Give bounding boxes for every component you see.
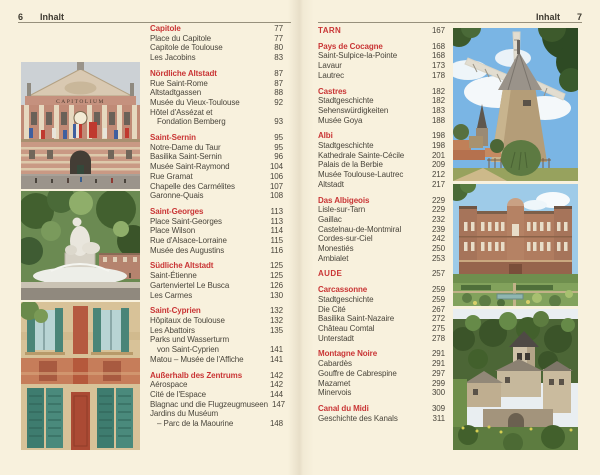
toc-entry	[150, 380, 283, 390]
toc-entry-label: Lautrec	[318, 70, 344, 80]
toc-entry-page: 113	[270, 216, 283, 226]
toc-entry	[318, 151, 445, 161]
toc-entry-label: Matou – Musée de l'Affiche	[150, 354, 244, 364]
toc-entry-page: 182	[431, 96, 445, 106]
toc-section-title-label: Südliche Altstadt	[150, 261, 214, 271]
toc-section-title-page: 198	[431, 131, 445, 141]
toc-entry-label: Stadtgeschichte	[318, 294, 374, 304]
toc-entry-label: Sehenswürdigkeiten	[318, 105, 389, 115]
toc-entry	[150, 34, 283, 44]
toc-section-title	[318, 131, 445, 141]
toc-entry-page: 300	[431, 388, 445, 398]
toc-entry	[150, 390, 283, 400]
toc-entry	[318, 334, 445, 344]
toc-entry-label: Musée du Vieux-Toulouse	[150, 97, 240, 107]
toc-entry-label: Rue Saint-Rome	[150, 78, 208, 88]
toc-entry	[318, 314, 445, 324]
toc-entry-label: Notre-Dame du Taur	[150, 142, 221, 152]
header-rule-left	[18, 22, 291, 23]
toc-section	[318, 404, 445, 423]
toc-entry	[150, 236, 283, 246]
toc-entry-label: Les Carmes	[150, 290, 193, 300]
toc-entry	[150, 291, 283, 301]
toc-section-title	[150, 69, 283, 79]
toc-entry-label: Capitole de Toulouse	[150, 43, 223, 53]
toc-section	[150, 133, 283, 201]
toc-entry-page: 126	[269, 280, 283, 290]
toc-entry-page: 272	[431, 314, 445, 324]
toc-entry-page: 106	[269, 171, 283, 181]
toc-entry	[150, 271, 283, 281]
toc-entry	[150, 409, 283, 419]
toc-section-title	[150, 24, 283, 34]
toc-entry	[150, 53, 283, 63]
toc-entry	[150, 335, 283, 345]
toc-entry-page: 178	[431, 70, 445, 80]
toc-section-title-page: 113	[270, 206, 283, 216]
toc-section-title	[150, 371, 283, 381]
toc-entry-label: Place Wilson	[150, 226, 196, 236]
toc-entry-label: Lavaur	[318, 61, 342, 71]
toc-section-title-label: Castres	[318, 86, 347, 96]
toc-entry	[150, 191, 283, 201]
toc-entry-label: Cité de l'Espace	[150, 389, 206, 399]
toc-section-title	[318, 349, 445, 359]
toc-section-title	[150, 207, 283, 217]
toc-entry	[150, 43, 283, 53]
toc-entry	[150, 172, 283, 182]
toc-entry-label: Rue d'Alsace-Lorraine	[150, 236, 227, 246]
toc-entry	[318, 160, 445, 170]
toc-entry-page: 299	[431, 378, 445, 388]
toc-entry	[318, 96, 445, 106]
toc-section-title	[150, 306, 283, 316]
toc-entry-label: Stadtgeschichte	[318, 96, 374, 106]
toc-entry-label: Mazamet	[318, 378, 351, 388]
toc-section	[150, 306, 283, 364]
toc-entry-label: Chapelle des Carmélites	[150, 181, 235, 191]
toc-entry-label: Basilika Saint-Sernin	[150, 152, 222, 162]
toc-entry	[318, 254, 445, 264]
toc-entry-label: Musée Saint-Raymond	[150, 162, 230, 172]
toc-entry-page: 141	[269, 345, 283, 355]
toc-entry-page: 93	[274, 117, 283, 127]
brick-palace-garden-photo	[453, 184, 578, 306]
toc-section	[318, 285, 445, 343]
toc-entry-page: 115	[270, 236, 283, 246]
toc-entry	[150, 345, 283, 355]
toc-entry	[150, 98, 283, 108]
toc-entry-page: 147	[271, 399, 286, 409]
toc-entry-label: Aérospace	[150, 380, 188, 390]
toc-entry-page: 297	[431, 368, 445, 378]
toc-entry-label: Castelnau-de-Montmiral	[318, 224, 402, 234]
toc-entry	[318, 205, 445, 215]
toc-section	[318, 196, 445, 264]
stone-village-tower-photo	[453, 309, 578, 450]
toc-section-title-page: 77	[274, 24, 283, 33]
toc-entry-page: 132	[269, 315, 283, 325]
toc-section-title-label: Pays de Cocagne	[318, 41, 383, 51]
header-title-left: Inhalt	[40, 12, 64, 22]
toc-section-title	[318, 196, 445, 206]
toc-entry-page: 253	[431, 253, 445, 263]
toc-entry	[318, 51, 445, 61]
toc-entry-page: 173	[431, 61, 445, 71]
toc-section-title-label: Saint-Sernin	[150, 133, 196, 143]
toc-column-right	[318, 26, 445, 423]
toc-entry-label: Les Abattoirs	[150, 325, 195, 335]
toc-entry-label: Place du Capitole	[150, 33, 212, 43]
toc-entry-label: Basilika Saint-Nazaire	[318, 314, 395, 324]
toc-entry-page: 259	[431, 294, 445, 304]
toc-entry	[318, 388, 445, 398]
toc-section-title-page: 167	[431, 26, 445, 35]
toc-entry-label: Gouffre de Cabrespine	[318, 368, 397, 378]
toc-entry-page: 291	[431, 359, 445, 369]
toc-entry-page: 212	[431, 170, 445, 180]
toc-entry-label: Hôtel d'Assézat et	[150, 107, 213, 117]
toc-entry-label: Garonne-Quais	[150, 191, 204, 201]
toc-section-title-page: 125	[269, 261, 283, 271]
toc-entry	[318, 170, 445, 180]
toc-entry-label: Musée Goya	[318, 115, 363, 125]
toc-section-title	[150, 261, 283, 271]
toc-entry-label: Rue Gramat	[150, 171, 193, 181]
header-title-right: Inhalt	[535, 12, 560, 22]
toc-entry-page: 108	[269, 191, 283, 201]
toc-entry-page: 232	[431, 214, 445, 224]
toc-entry	[318, 225, 445, 235]
toc-entry-page: 96	[274, 152, 283, 162]
toc-entry	[150, 281, 283, 291]
toc-entry-page: 201	[431, 150, 445, 160]
toc-entry-label: Monestiés	[318, 244, 354, 254]
toc-entry	[318, 324, 445, 334]
toc-entry-label: Geschichte des Kanals	[318, 413, 398, 423]
toc-entry-label: Lisle-sur-Tarn	[318, 205, 366, 215]
toc-section-title-label: TARN	[318, 26, 342, 35]
toc-entry-label: Musée Toulouse-Lautrec	[318, 170, 404, 180]
toc-entry-page: 87	[274, 78, 283, 88]
toc-entry-page: 107	[269, 181, 283, 191]
toc-entry-label: Unterstadt	[318, 333, 354, 343]
toc-section-title-label: Saint-Cyprien	[150, 306, 201, 316]
toc-entry-page: 188	[431, 115, 445, 125]
toc-entry-page: 135	[269, 325, 283, 335]
toc-entry	[150, 355, 283, 365]
toc-entry-page: 217	[431, 179, 445, 189]
toc-section	[318, 26, 445, 36]
toc-entry-page: 104	[269, 162, 283, 172]
header-rule-right	[318, 22, 582, 23]
toc-section-title-label: AUDE	[318, 269, 343, 279]
toc-entry	[318, 305, 445, 315]
toc-entry-page: 239	[431, 224, 445, 234]
toc-entry-label: Les Jacobins	[150, 53, 196, 63]
toc-entry	[150, 326, 283, 336]
toc-section-title-page: 259	[431, 285, 445, 295]
toc-section-title-label: Montagne Noire	[318, 349, 378, 359]
toc-section-title-page: 257	[431, 269, 445, 279]
toc-entry-page: 278	[431, 333, 445, 343]
toc-entry-label: Fondation Bemberg	[157, 117, 226, 127]
toc-entry	[150, 246, 283, 256]
toc-entry-page: 125	[269, 271, 283, 281]
toc-section-title-page: 182	[431, 86, 445, 96]
toc-entry-page: 142	[269, 380, 283, 390]
toc-section-title-page: 95	[274, 133, 283, 143]
toc-entry-page: 88	[274, 88, 283, 98]
toc-entry-label: Ambialet	[318, 253, 349, 263]
toc-column-left	[150, 24, 286, 429]
toc-entry	[150, 419, 283, 429]
toc-entry-label: Gaillac	[318, 214, 342, 224]
toc-entry-label: Cordes-sur-Ciel	[318, 234, 373, 244]
toc-entry	[318, 379, 445, 389]
toc-entry-page: 209	[431, 160, 445, 170]
page-number-left: 6	[18, 12, 24, 22]
toc-entry-label: Altstadt	[318, 179, 344, 189]
green-shutters-facade-photo	[21, 302, 140, 450]
toc-entry-page: 95	[274, 142, 283, 152]
toc-entry-page: 114	[270, 226, 283, 236]
toc-section	[150, 261, 283, 300]
toc-entry	[150, 399, 286, 410]
capitole-facade-photo	[21, 62, 140, 189]
toc-entry	[318, 71, 445, 81]
toc-section-title-page: 291	[431, 349, 445, 359]
toc-entry	[150, 316, 283, 326]
toc-entry-label: von Saint-Cyprien	[157, 345, 219, 355]
toc-section-title-label: Saint-Georges	[150, 206, 204, 216]
toc-entry-page: 141	[269, 354, 283, 364]
page-number-right: 7	[576, 12, 582, 22]
toc-entry	[318, 106, 445, 116]
toc-entry	[150, 143, 283, 153]
toc-entry	[150, 79, 283, 89]
toc-section-title	[318, 404, 445, 414]
toc-entry-page: 77	[274, 33, 283, 43]
toc-entry-page: 267	[431, 304, 445, 314]
toc-section	[150, 370, 286, 429]
toc-entry-page: 148	[269, 419, 283, 429]
toc-entry-label: Parks und Wasserturm	[150, 335, 230, 345]
fountain-statue-photo	[21, 191, 140, 300]
toc-section-title-label: Nördliche Altstadt	[150, 68, 217, 78]
toc-entry-page: 116	[270, 245, 283, 255]
toc-section	[318, 131, 445, 189]
toc-entry-label: Musée des Augustins	[150, 245, 225, 255]
toc-section-title-page: 229	[431, 195, 445, 205]
toc-section-title-label: Das Albigeois	[318, 195, 370, 205]
toc-section-title	[318, 42, 445, 52]
toc-entry-label: Saint-Étienne	[150, 271, 197, 281]
toc-entry-label: Die Cité	[318, 304, 346, 314]
toc-entry-label: Cabardès	[318, 359, 352, 369]
toc-entry-page: 311	[432, 413, 445, 423]
toc-entry	[318, 180, 445, 190]
toc-entry-page: 168	[431, 51, 445, 61]
toc-entry-page: 275	[431, 323, 445, 333]
toc-entry-page: 242	[431, 234, 445, 244]
toc-entry	[318, 359, 445, 369]
toc-entry-page: 144	[269, 389, 283, 399]
toc-entry-label: Hôpitaux de Toulouse	[150, 315, 225, 325]
toc-entry-label: Jardins du Muséum	[150, 409, 219, 419]
toc-entry	[150, 182, 283, 192]
toc-section	[150, 24, 283, 63]
toc-entry-page: 130	[269, 290, 283, 300]
toc-section-title-label: Außerhalb des Zentrums	[150, 370, 243, 380]
toc-entry	[318, 116, 445, 126]
toc-entry	[150, 226, 283, 236]
toc-entry-label: Palais de la Berbie	[318, 160, 383, 170]
toc-entry-label: Altstadtgassen	[150, 88, 202, 98]
windmill-photo	[453, 28, 578, 181]
toc-entry	[150, 117, 283, 127]
toc-entry	[318, 234, 445, 244]
toc-entry-page: 83	[274, 53, 283, 63]
toc-section-title-page: 309	[431, 403, 445, 413]
toc-entry	[318, 141, 445, 151]
toc-section-title	[150, 133, 283, 143]
toc-entry	[318, 244, 445, 254]
toc-entry	[318, 295, 445, 305]
toc-section	[318, 87, 445, 126]
toc-entry-page: 183	[431, 105, 445, 115]
header-right	[318, 12, 582, 22]
toc-section	[150, 69, 283, 127]
toc-entry-label: – Parc de la Maourine	[157, 419, 234, 429]
svg-text:CAPITOLIUM: CAPITOLIUM	[56, 99, 105, 105]
toc-section	[150, 207, 283, 256]
toc-entry-label: Place Saint-Georges	[150, 216, 222, 226]
toc-entry	[318, 215, 445, 225]
toc-entry	[150, 88, 283, 98]
toc-section-title	[318, 285, 445, 295]
toc-section-title	[318, 87, 445, 97]
toc-entry	[318, 414, 445, 424]
toc-section-title-label: Albi	[318, 131, 333, 141]
book-gutter-shadow	[288, 0, 314, 475]
toc-entry-label: Kathedrale Sainte-Cécile	[318, 150, 405, 160]
toc-entry-label: Saint-Sulpice-la-Pointe	[318, 51, 398, 61]
toc-entry-label: Château Comtal	[318, 323, 375, 333]
toc-section-title-page: 132	[269, 306, 283, 316]
toc-section-title-page: 142	[269, 370, 283, 380]
toc-section-title	[318, 26, 445, 36]
toc-entry	[150, 162, 283, 172]
toc-section-title-label: Capitole	[150, 24, 181, 33]
toc-entry-label: Stadtgeschichte	[318, 141, 374, 151]
toc-section	[318, 349, 445, 398]
toc-entry-label: Minervois	[318, 388, 352, 398]
toc-entry-page: 229	[431, 205, 445, 215]
toc-entry-page: 198	[431, 141, 445, 151]
toc-section-title-page: 168	[431, 41, 445, 51]
toc-section-title-label: Carcassonne	[318, 285, 368, 295]
toc-entry	[150, 152, 283, 162]
toc-entry	[150, 108, 283, 118]
toc-section-title-label: Canal du Midi	[318, 403, 369, 413]
toc-entry-page: 80	[274, 43, 283, 53]
toc-section-title	[318, 269, 445, 279]
toc-entry	[318, 61, 445, 71]
toc-entry-page: 250	[431, 244, 445, 254]
toc-section-title-page: 87	[274, 68, 283, 78]
toc-section	[318, 42, 445, 81]
toc-entry-label: Gartenviertel Le Busca	[150, 280, 230, 290]
toc-entry	[150, 217, 283, 227]
toc-entry-label: Blagnac und die Flugzeugmuseen	[150, 399, 268, 409]
toc-entry	[318, 369, 445, 379]
toc-section	[318, 269, 445, 279]
toc-entry-page: 92	[274, 97, 283, 107]
